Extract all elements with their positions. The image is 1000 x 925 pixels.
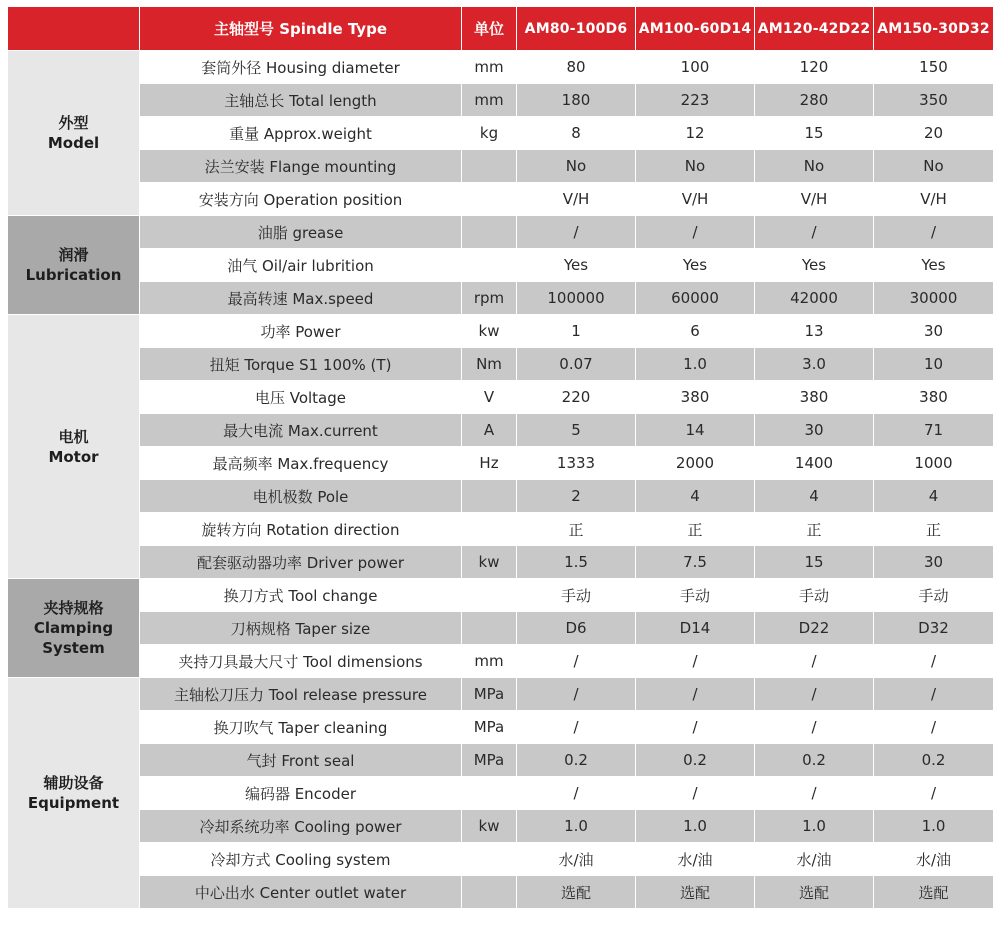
parameter-label: 电压 Voltage: [140, 381, 462, 414]
parameter-label: 主轴总长 Total length: [140, 84, 462, 117]
value-cell: 正: [636, 513, 755, 546]
category-name-cn: 润滑: [58, 246, 89, 264]
table-row: [8, 348, 994, 381]
value-cell: /: [517, 777, 636, 810]
table-row: [8, 513, 994, 546]
parameter-label: 配套驱动器功率 Driver power: [140, 546, 462, 579]
value-cell: D6: [517, 612, 636, 645]
parameter-label: 夹持刀具最大尺寸 Tool dimensions: [140, 645, 462, 678]
parameter-label: 油脂 grease: [140, 216, 462, 249]
parameter-label: 主轴松刀压力 Tool release pressure: [140, 678, 462, 711]
value-cell: 0.2: [874, 744, 994, 777]
value-cell: 2000: [636, 447, 755, 480]
category-name-en: Clamping System: [33, 619, 114, 657]
value-cell: 4: [755, 480, 874, 513]
unit-cell: kw: [462, 810, 517, 843]
category-name-cn: 夹持规格: [43, 599, 104, 617]
value-cell: 30: [874, 546, 994, 579]
value-cell: /: [755, 711, 874, 744]
value-cell: 10: [874, 348, 994, 381]
table-row: [8, 282, 994, 315]
parameter-label: 刀柄规格 Taper size: [140, 612, 462, 645]
unit-cell: [462, 876, 517, 909]
category-name-cn: 辅助设备: [43, 774, 104, 792]
value-cell: 水/油: [517, 843, 636, 876]
unit-cell: [462, 579, 517, 612]
value-cell: 30: [874, 315, 994, 348]
value-cell: 手动: [636, 579, 755, 612]
parameter-label: 油气 Oil/air lubrition: [140, 249, 462, 282]
spindle-spec-table: [7, 7, 994, 909]
value-cell: 选配: [755, 876, 874, 909]
parameter-label: 编码器 Encoder: [140, 777, 462, 810]
value-cell: V/H: [874, 183, 994, 216]
parameter-label: 冷却系统功率 Cooling power: [140, 810, 462, 843]
value-cell: 100: [636, 51, 755, 84]
value-cell: 手动: [517, 579, 636, 612]
value-cell: 15: [755, 546, 874, 579]
unit-cell: [462, 150, 517, 183]
parameter-label: 扭矩 Torque S1 100% (T): [140, 348, 462, 381]
table-row: [8, 216, 994, 249]
value-cell: 1400: [755, 447, 874, 480]
value-cell: 选配: [517, 876, 636, 909]
table-row: [8, 183, 994, 216]
table-row: [8, 678, 994, 711]
value-cell: /: [874, 777, 994, 810]
value-cell: /: [755, 216, 874, 249]
value-cell: 正: [874, 513, 994, 546]
value-cell: 180: [517, 84, 636, 117]
value-cell: D32: [874, 612, 994, 645]
table-row: [8, 744, 994, 777]
value-cell: /: [517, 711, 636, 744]
unit-cell: MPa: [462, 711, 517, 744]
parameter-label: 重量 Approx.weight: [140, 117, 462, 150]
header-corner: [8, 7, 140, 51]
value-cell: 0.2: [517, 744, 636, 777]
unit-cell: mm: [462, 645, 517, 678]
value-cell: /: [874, 711, 994, 744]
value-cell: 1333: [517, 447, 636, 480]
value-cell: /: [517, 645, 636, 678]
value-cell: /: [874, 216, 994, 249]
value-cell: /: [755, 645, 874, 678]
value-cell: /: [636, 645, 755, 678]
table-row: [8, 480, 994, 513]
value-cell: /: [636, 678, 755, 711]
value-cell: /: [874, 678, 994, 711]
value-cell: 380: [636, 381, 755, 414]
value-cell: D14: [636, 612, 755, 645]
value-cell: 7.5: [636, 546, 755, 579]
parameter-label: 换刀方式 Tool change: [140, 579, 462, 612]
value-cell: 0.07: [517, 348, 636, 381]
table-row: [8, 711, 994, 744]
category-name-en: Model: [47, 134, 100, 152]
parameter-label: 功率 Power: [140, 315, 462, 348]
value-cell: 正: [755, 513, 874, 546]
parameter-label: 气封 Front seal: [140, 744, 462, 777]
table-row: [8, 843, 994, 876]
unit-cell: kg: [462, 117, 517, 150]
unit-cell: A: [462, 414, 517, 447]
value-cell: 手动: [755, 579, 874, 612]
value-cell: 1: [517, 315, 636, 348]
header-model: AM120-42D22: [755, 7, 874, 51]
table-row: [8, 876, 994, 909]
table-row: [8, 315, 994, 348]
value-cell: 14: [636, 414, 755, 447]
value-cell: 223: [636, 84, 755, 117]
value-cell: 60000: [636, 282, 755, 315]
value-cell: V/H: [755, 183, 874, 216]
unit-cell: [462, 612, 517, 645]
value-cell: /: [636, 216, 755, 249]
unit-cell: mm: [462, 51, 517, 84]
value-cell: 380: [874, 381, 994, 414]
value-cell: 150: [874, 51, 994, 84]
value-cell: 100000: [517, 282, 636, 315]
value-cell: 0.2: [636, 744, 755, 777]
value-cell: Yes: [636, 249, 755, 282]
value-cell: 20: [874, 117, 994, 150]
unit-cell: Hz: [462, 447, 517, 480]
category-cell: [8, 678, 140, 909]
value-cell: 5: [517, 414, 636, 447]
value-cell: /: [636, 777, 755, 810]
parameter-label: 换刀吹气 Taper cleaning: [140, 711, 462, 744]
table-row: [8, 546, 994, 579]
value-cell: /: [517, 216, 636, 249]
value-cell: 水/油: [636, 843, 755, 876]
value-cell: /: [636, 711, 755, 744]
value-cell: /: [874, 645, 994, 678]
value-cell: 水/油: [755, 843, 874, 876]
unit-cell: kw: [462, 546, 517, 579]
value-cell: 6: [636, 315, 755, 348]
value-cell: 12: [636, 117, 755, 150]
value-cell: No: [636, 150, 755, 183]
value-cell: 120: [755, 51, 874, 84]
value-cell: /: [755, 777, 874, 810]
value-cell: 80: [517, 51, 636, 84]
parameter-label: 电机极数 Pole: [140, 480, 462, 513]
table-row: [8, 117, 994, 150]
value-cell: 380: [755, 381, 874, 414]
value-cell: 水/油: [874, 843, 994, 876]
category-name-cn: 电机: [58, 427, 89, 446]
value-cell: 2: [517, 480, 636, 513]
parameter-label: 安装方向 Operation position: [140, 183, 462, 216]
table-row: [8, 810, 994, 843]
value-cell: 1000: [874, 447, 994, 480]
value-cell: 30: [755, 414, 874, 447]
category-name-en: Motor: [48, 447, 99, 466]
value-cell: Yes: [874, 249, 994, 282]
value-cell: Yes: [755, 249, 874, 282]
value-cell: 1.0: [755, 810, 874, 843]
unit-cell: rpm: [462, 282, 517, 315]
value-cell: Yes: [517, 249, 636, 282]
value-cell: 正: [517, 513, 636, 546]
header-model: AM150-30D32: [874, 7, 994, 51]
category-name-en: Equipment: [27, 794, 120, 812]
table-row: [8, 414, 994, 447]
header-unit: 单位: [462, 7, 517, 51]
table-row: [8, 381, 994, 414]
unit-cell: [462, 183, 517, 216]
value-cell: 1.0: [874, 810, 994, 843]
value-cell: 0.2: [755, 744, 874, 777]
value-cell: No: [874, 150, 994, 183]
value-cell: 4: [636, 480, 755, 513]
parameter-label: 套筒外径 Housing diameter: [140, 51, 462, 84]
unit-cell: [462, 216, 517, 249]
value-cell: 42000: [755, 282, 874, 315]
value-cell: V/H: [636, 183, 755, 216]
parameter-label: 最高频率 Max.frequency: [140, 447, 462, 480]
value-cell: 选配: [636, 876, 755, 909]
category-cell: [8, 579, 140, 678]
value-cell: 1.0: [636, 348, 755, 381]
parameter-label: 中心出水 Center outlet water: [140, 876, 462, 909]
value-cell: 8: [517, 117, 636, 150]
table-row: [8, 249, 994, 282]
spec-body: [8, 51, 994, 909]
header-spindle-type: 主轴型号 Spindle Type: [140, 7, 462, 51]
value-cell: V/H: [517, 183, 636, 216]
unit-cell: MPa: [462, 678, 517, 711]
value-cell: /: [517, 678, 636, 711]
parameter-label: 法兰安装 Flange mounting: [140, 150, 462, 183]
table-row: [8, 612, 994, 645]
category-cell: [8, 51, 140, 216]
value-cell: /: [755, 678, 874, 711]
unit-cell: mm: [462, 84, 517, 117]
value-cell: 3.0: [755, 348, 874, 381]
category-cell: [8, 315, 140, 579]
table-row: [8, 645, 994, 678]
header-row: [8, 7, 994, 51]
value-cell: 15: [755, 117, 874, 150]
value-cell: 手动: [874, 579, 994, 612]
category-cell: [8, 216, 140, 315]
value-cell: 280: [755, 84, 874, 117]
value-cell: No: [517, 150, 636, 183]
unit-cell: [462, 843, 517, 876]
unit-cell: [462, 513, 517, 546]
unit-cell: [462, 249, 517, 282]
table-row: [8, 579, 994, 612]
parameter-label: 旋转方向 Rotation direction: [140, 513, 462, 546]
value-cell: 220: [517, 381, 636, 414]
value-cell: 13: [755, 315, 874, 348]
value-cell: 350: [874, 84, 994, 117]
value-cell: 1.0: [517, 810, 636, 843]
table-row: [8, 51, 994, 84]
category-name-cn: 外型: [58, 114, 89, 132]
table-row: [8, 150, 994, 183]
header-model: AM100-60D14: [636, 7, 755, 51]
parameter-label: 最大电流 Max.current: [140, 414, 462, 447]
value-cell: 选配: [874, 876, 994, 909]
value-cell: 30000: [874, 282, 994, 315]
category-name-en: Lubrication: [25, 266, 122, 284]
value-cell: 1.5: [517, 546, 636, 579]
parameter-label: 冷却方式 Cooling system: [140, 843, 462, 876]
unit-cell: V: [462, 381, 517, 414]
table-row: [8, 84, 994, 117]
value-cell: 4: [874, 480, 994, 513]
value-cell: 1.0: [636, 810, 755, 843]
table-row: [8, 777, 994, 810]
unit-cell: [462, 480, 517, 513]
value-cell: 71: [874, 414, 994, 447]
unit-cell: Nm: [462, 348, 517, 381]
value-cell: D22: [755, 612, 874, 645]
unit-cell: MPa: [462, 744, 517, 777]
unit-cell: [462, 777, 517, 810]
header-model: AM80-100D6: [517, 7, 636, 51]
parameter-label: 最高转速 Max.speed: [140, 282, 462, 315]
table-row: [8, 447, 994, 480]
unit-cell: kw: [462, 315, 517, 348]
value-cell: No: [755, 150, 874, 183]
